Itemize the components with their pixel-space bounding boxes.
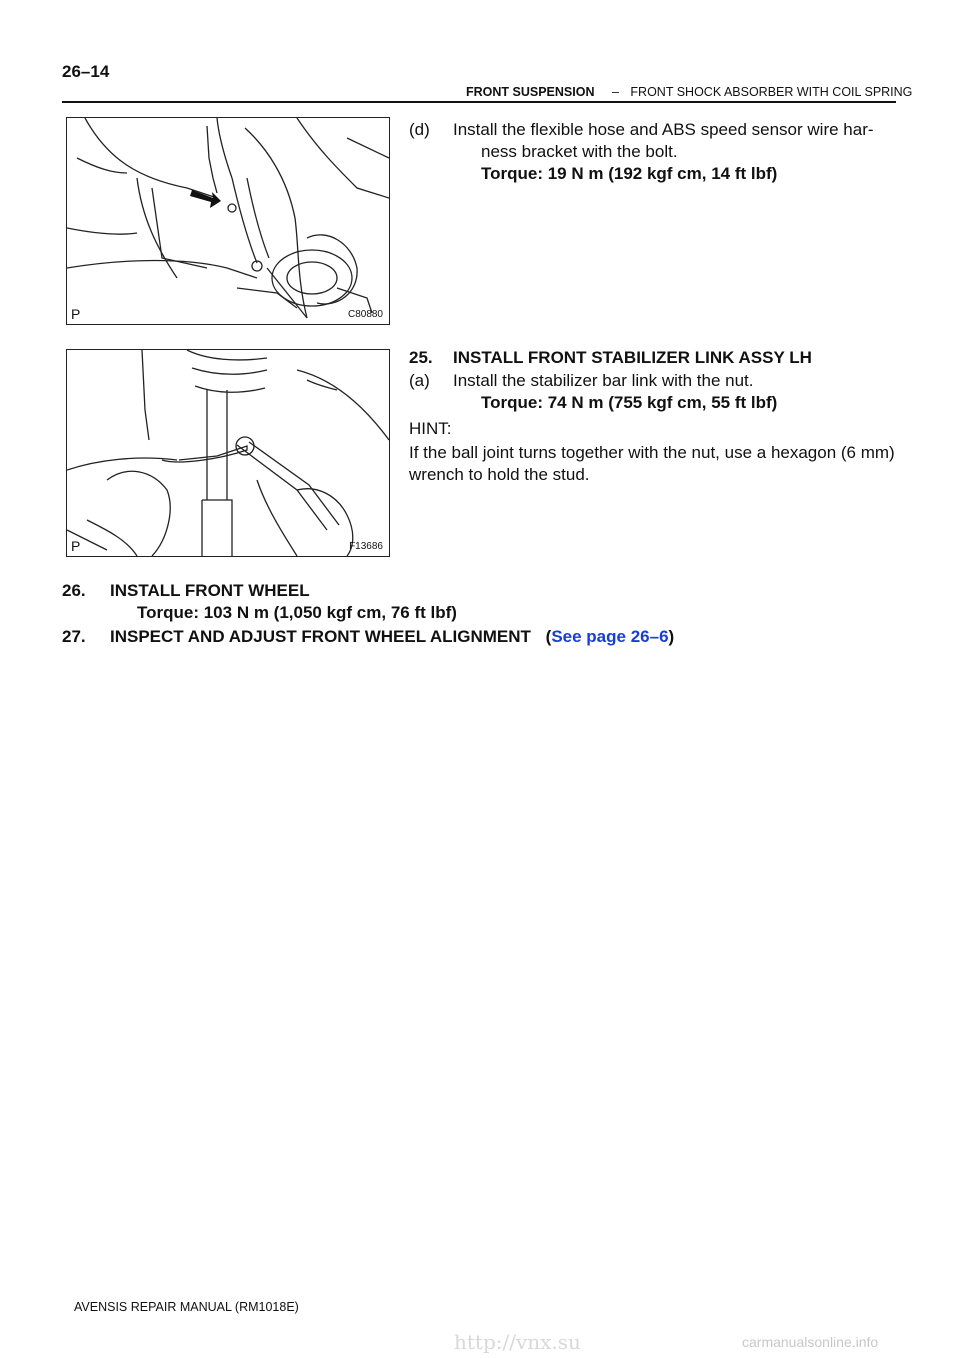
step-27-line bbox=[110, 626, 674, 648]
illustration-hose-bracket bbox=[67, 118, 389, 324]
step-25a-label: (a) bbox=[409, 371, 430, 390]
figure-p-label: P bbox=[71, 538, 81, 554]
step-d-label: (d) bbox=[409, 120, 430, 139]
page-number: 26–14 bbox=[62, 62, 110, 81]
figure-code: F13686 bbox=[349, 541, 383, 552]
figure-flexible-hose-bracket bbox=[66, 117, 390, 325]
watermark-right: carmanualsonline.info bbox=[742, 1334, 879, 1350]
step-25a-text: Install the stabilizer bar link with the nut. bbox=[453, 371, 754, 390]
hint-line1: If the ball joint turns together with the nut, use a hexagon (6 mm) bbox=[409, 443, 895, 462]
step-d-line1: Install the flexible hose and ABS speed sensor wire har- bbox=[453, 120, 874, 139]
step-26-number: 26. bbox=[62, 581, 86, 600]
figure-code: C80880 bbox=[347, 309, 383, 320]
header-separator: – bbox=[611, 85, 619, 99]
step-26-title: INSTALL FRONT WHEEL bbox=[110, 581, 310, 600]
step-27-paren-close: ) bbox=[668, 627, 675, 646]
hint-line2: wrench to hold the stud. bbox=[409, 465, 590, 484]
footer-manual-id: AVENSIS REPAIR MANUAL (RM1018E) bbox=[74, 1300, 299, 1314]
step-27-number: 27. bbox=[62, 627, 86, 646]
step-27-paren-open: ( bbox=[545, 627, 552, 646]
see-page-link[interactable]: See page 26–6 bbox=[551, 627, 669, 646]
header-rule bbox=[62, 101, 896, 103]
step-d-line2: ness bracket with the bolt. bbox=[481, 142, 678, 161]
subsection-title: FRONT SHOCK ABSORBER WITH COIL SPRING bbox=[630, 85, 913, 99]
figure-p-label: P bbox=[71, 306, 81, 322]
step-27-title: INSPECT AND ADJUST FRONT WHEEL ALIGNMENT bbox=[110, 627, 531, 646]
step-d-torque: Torque: 19 N m (192 kgf cm, 14 ft lbf) bbox=[481, 164, 778, 183]
illustration-stabilizer-link bbox=[67, 350, 389, 556]
step-25-title: INSTALL FRONT STABILIZER LINK ASSY LH bbox=[453, 348, 812, 367]
step-25-number: 25. bbox=[409, 348, 433, 367]
watermark-left: http://vnx.su bbox=[454, 1330, 581, 1354]
step-26-torque: Torque: 103 N m (1,050 kgf cm, 76 ft lbf) bbox=[137, 603, 457, 622]
figure-stabilizer-link bbox=[66, 349, 390, 557]
step-25a-torque: Torque: 74 N m (755 kgf cm, 55 ft lbf) bbox=[481, 393, 778, 412]
running-header bbox=[466, 85, 912, 99]
hint-label: HINT: bbox=[409, 419, 452, 438]
section-title: FRONT SUSPENSION bbox=[466, 85, 595, 99]
